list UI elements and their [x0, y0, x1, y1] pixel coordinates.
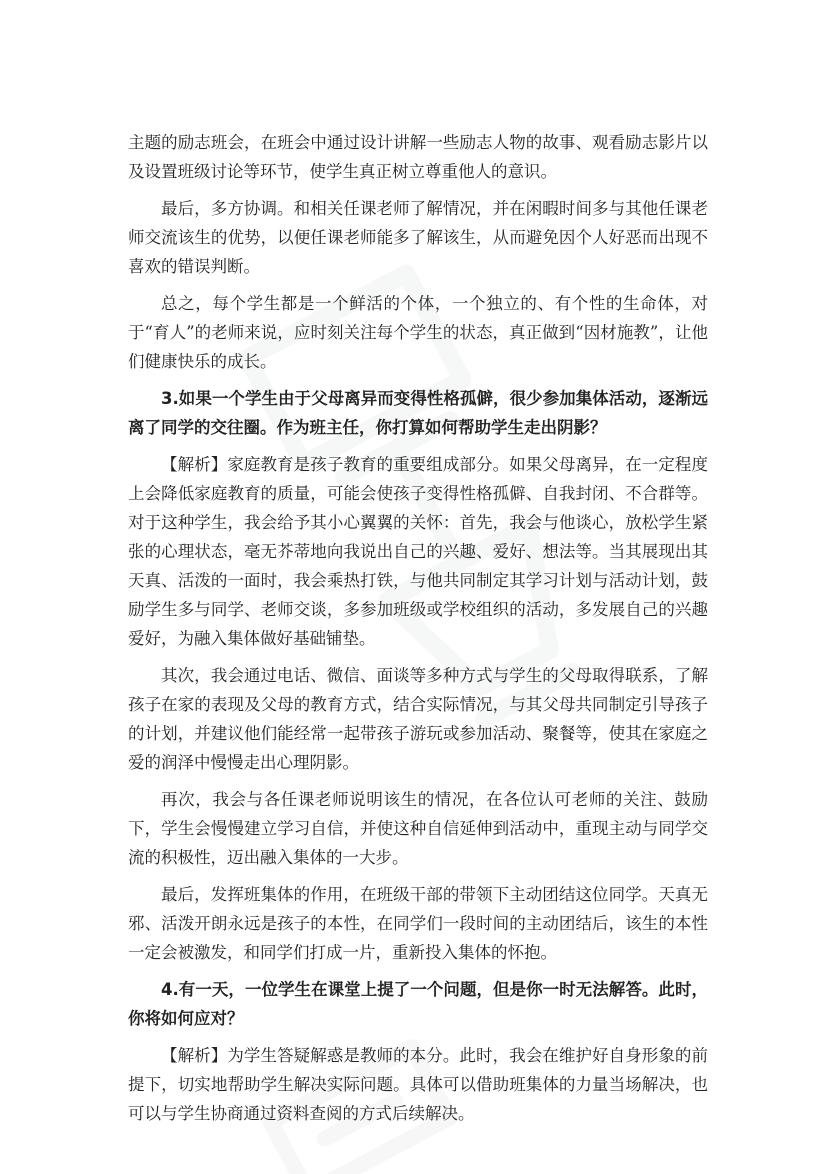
document-body — [128, 128, 708, 1136]
paragraph-5: 其次，我会通过电话、微信、面谈等多种方式与学生的父母取得联系，了解孩子在家的表现及父母的教育方式，结合实际情况，与其父母共同制定引导孩子的计划，并建议他们能经常一起带孩子游玩或参加活动、聚餐等，使其在家庭之爱的润泽中慢慢走出心理阴影。 — [128, 666, 708, 772]
analysis-label: 【解析】 — [161, 455, 228, 474]
analysis-text: 家庭教育是孩子教育的重要组成部分。如果父母离异，在一定程度上会降低家庭教育的质量，可能会使孩子变得性格孤僻、自我封闭、不合群等。对于这种学生，我会给予其小心翼翼的关怀：首先，我会与他谈心，放松学生紧张的心理状态，毫无芥蒂地向我说出自己的兴趣、爱好、想法等。当其展现出其天真、活泼的一面时，我会乘热打铁，与他共同制定其学习计划与活动计划，鼓励学生多与同学、老师交谈，多参加班级或学校组织的活动，多发展自己的兴趣爱好，为融入集体做好基础铺垫。 — [128, 455, 708, 648]
paragraph-1: 主题的励志班会，在班会中通过设计讲解一些励志人物的故事、观看励志影片以及设置班级讨论等环节，使学生真正树立尊重他人的意识。 — [128, 133, 708, 181]
question-3: 3.如果一个学生由于父母离异而变得性格孤僻，很少参加集体活动，逐渐远离了同学的交往圈。作为班主任，你打算如何帮助学生走出阴影？ — [128, 389, 708, 437]
paragraph-7: 最后，发挥班集体的作用，在班级干部的带领下主动团结这位同学。天真无邪、活泼开朗永远是孩子的本性，在同学们一段时间的主动团结后，该生的本性一定会被激发，和同学们打成一片，重新投入集体的怀抱。 — [128, 885, 708, 962]
question-4: 4.有一天，一位学生在课堂上提了一个问题，但是你一时无法解答。此时，你将如何应对？ — [128, 980, 708, 1028]
analysis-label: 【解析】 — [161, 1046, 228, 1065]
paragraph-6: 再次，我会与各任课老师说明该生的情况，在各位认可老师的关注、鼓励下，学生会慢慢建立学习自信，并使这种自信延伸到活动中，重现主动与同学交流的积极性，迈出融入集体的一大步。 — [128, 790, 708, 867]
analysis-3 — [128, 450, 708, 653]
analysis-text: 为学生答疑解惑是教师的本分。此时，我会在维护好自身形象的前提下，切实地帮助学生解决实际问题。具体可以借助班集体的力量当场解决，也可以与学生协商通过资料查阅的方式后续解决。 — [128, 1046, 708, 1123]
analysis-4 — [128, 1041, 708, 1128]
paragraph-3: 总之，每个学生都是一个鲜活的个体，一个独立的、有个性的生命体，对于“育人”的老师来说，应时刻关注每个学生的状态，真正做到“因材施教”，让他们健康快乐的成长。 — [128, 294, 708, 371]
paragraph-2: 最后，多方协调。和相关任课老师了解情况，并在闲暇时间多与其他任课老师交流该生的优势，以便任课老师能多了解该生，从而避免因个人好恶而出现不喜欢的错误判断。 — [128, 199, 708, 276]
